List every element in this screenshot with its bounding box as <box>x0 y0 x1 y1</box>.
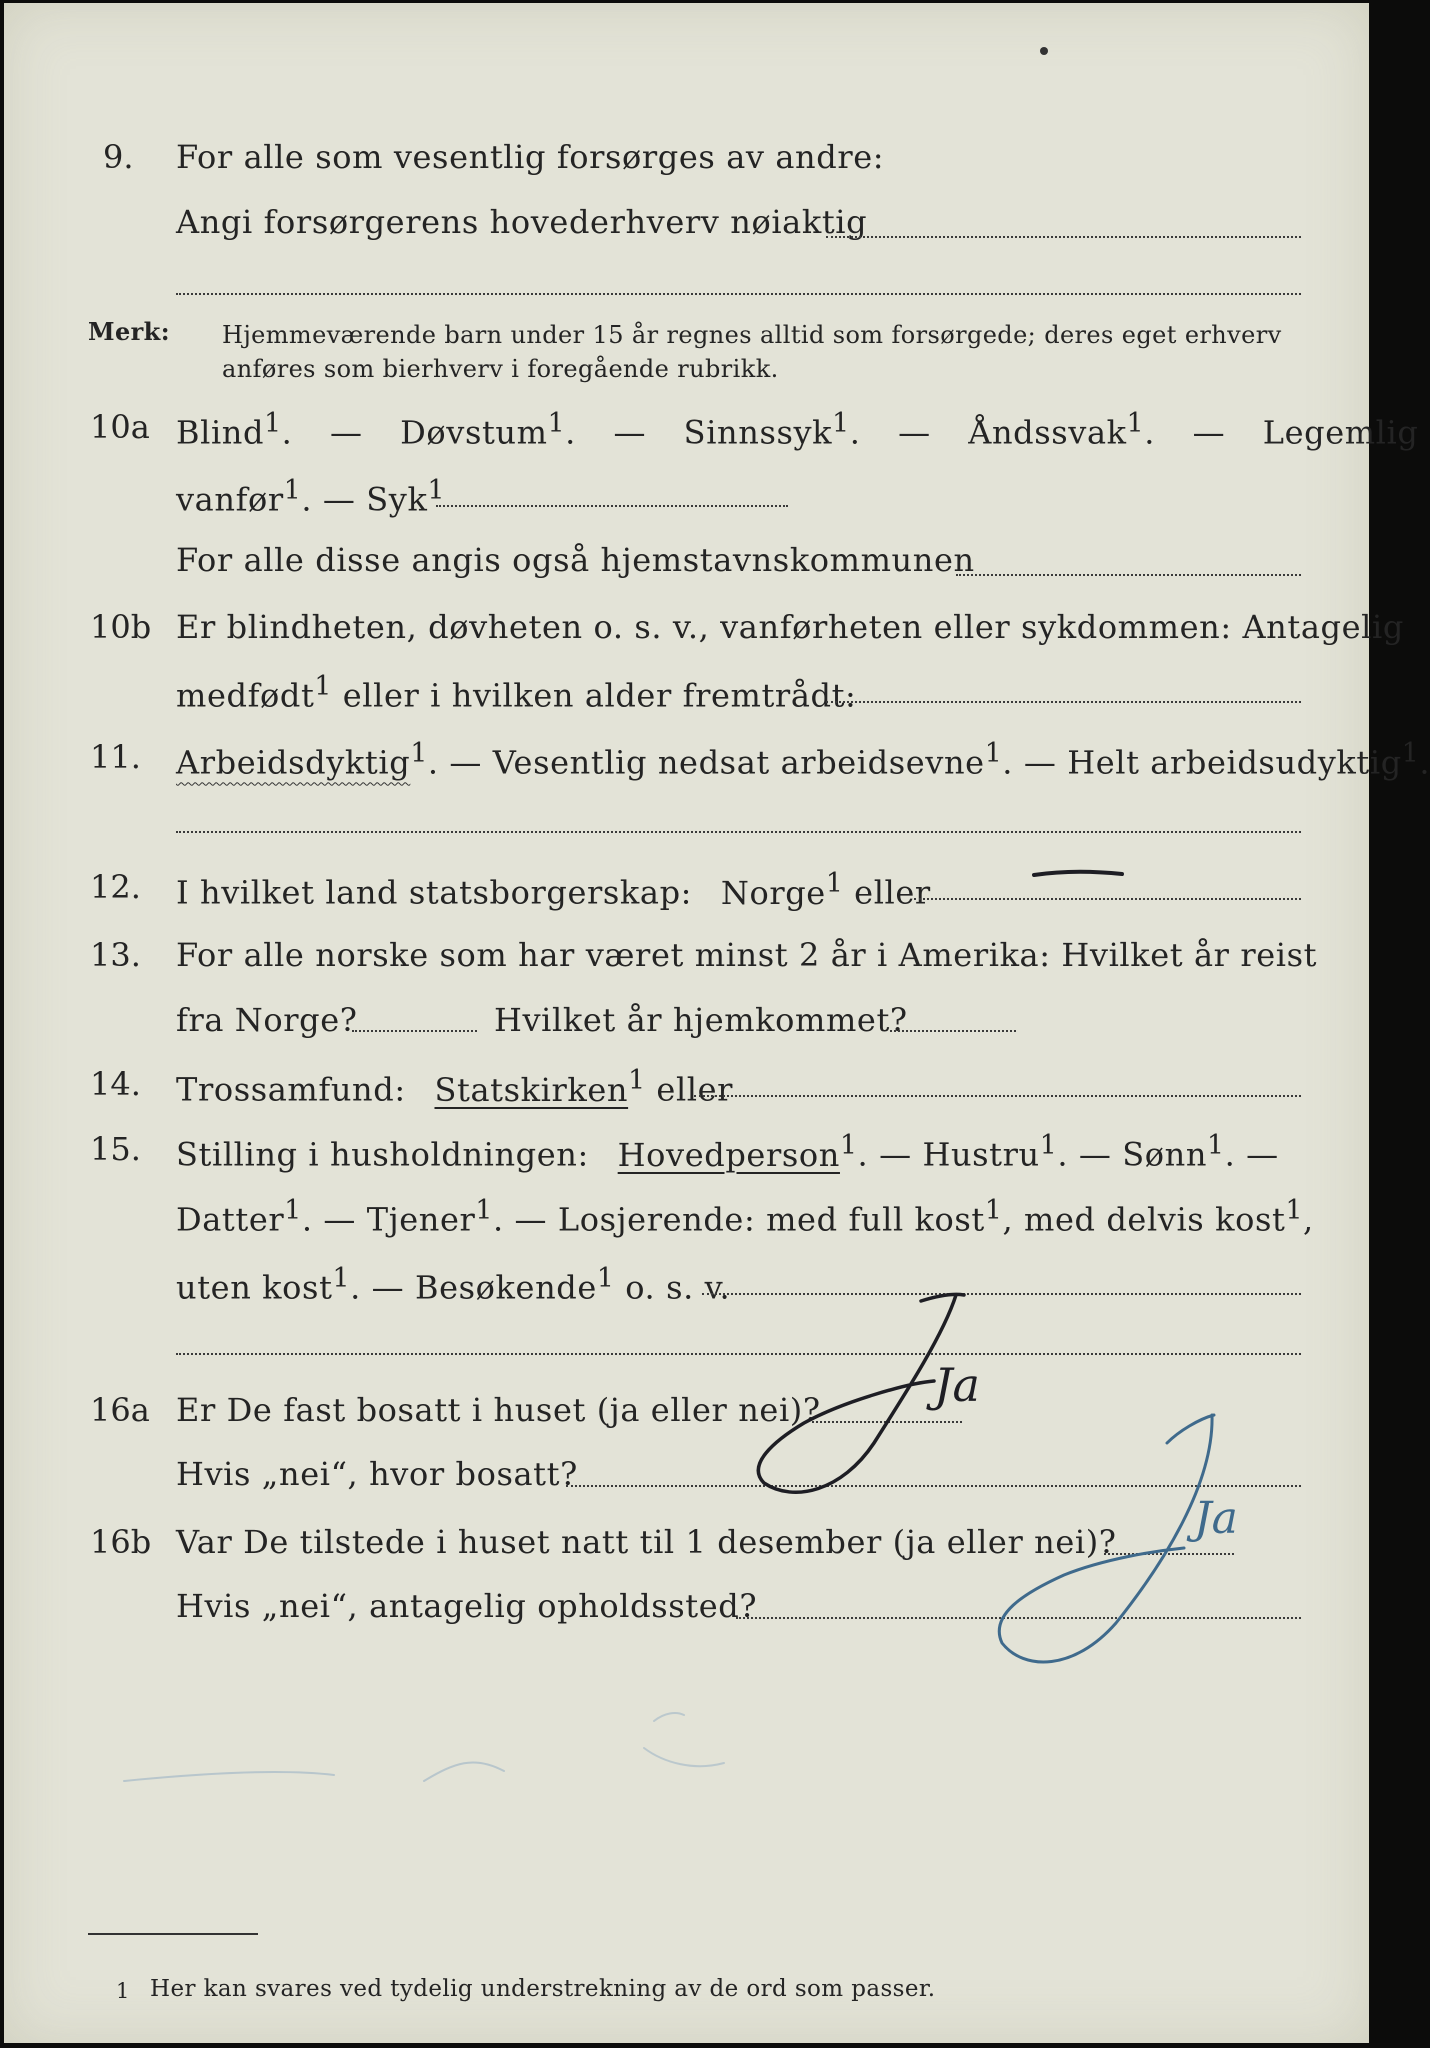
q10a-sep3: . — <box>849 413 969 452</box>
q10a-dovstum[interactable]: Døvstum <box>400 413 548 452</box>
q12-norge[interactable]: Norge <box>720 873 826 912</box>
q10b-medfodt-sup: 1 <box>314 671 332 702</box>
q10a-sinnssyk[interactable]: Sinnssyk <box>683 413 833 452</box>
q12-text: I hvilket land statsborgerskap: <box>176 873 693 912</box>
footnote-text: Her kan svares ved tydelig understrekning av de ord som passer. <box>150 1976 936 2002</box>
q16b-ja-stroke <box>999 1415 1212 1662</box>
q9-number: 9. <box>103 138 134 176</box>
q13-line2a: fra Norge? <box>176 1001 358 1039</box>
census-form-page <box>4 3 1430 2043</box>
q11-sup1: 1 <box>410 738 428 769</box>
q15-osv: o. s. v. <box>614 1268 731 1307</box>
merk-label: Merk: <box>88 317 170 346</box>
q11-sup2: 1 <box>984 738 1003 769</box>
q13-number: 13. <box>90 936 141 974</box>
q15-delvis-kost[interactable]: , med delvis kost <box>1002 1200 1286 1239</box>
q10a-legemlig[interactable]: Legemlig <box>1262 413 1419 452</box>
q10a-vanfor[interactable]: vanfør <box>176 480 284 519</box>
q15-sup4: 1 <box>284 1195 302 1226</box>
q15-hovedperson[interactable]: Hovedperson <box>617 1135 840 1174</box>
q15-label: Stilling i husholdningen: <box>176 1135 589 1174</box>
q10a-andssvak[interactable]: Åndssvak <box>968 413 1127 452</box>
q16b-line1: Var De tilstede i huset natt til 1 desember (ja eller nei)? <box>176 1523 1117 1561</box>
q12-sup: 1 <box>825 868 844 899</box>
q10a-blind-sup: 1 <box>264 408 282 439</box>
q15-sup8: 1 <box>332 1263 351 1294</box>
q10b-line1: Er blindheten, døvheten o. s. v., vanførheten eller sykdommen: Antagelig <box>176 608 1404 646</box>
q11-sup3: 1 <box>1401 738 1420 769</box>
q16a-line2: Hvis „nei“, hvor bosatt? <box>176 1455 578 1493</box>
faded-ink-mark-2 <box>644 1713 724 1766</box>
q10a-sep2: . — <box>565 413 684 452</box>
q9-line2: Angi forsørgerens hovederhverv nøiaktig <box>176 203 868 241</box>
q10a-number: 10a <box>90 408 150 446</box>
q16a-ja-stroke-2 <box>921 1294 964 1301</box>
q15-hustru[interactable]: . — Hustru <box>857 1135 1040 1174</box>
q10a-andssvak-sup: 1 <box>1126 408 1145 439</box>
q10b-number: 10b <box>90 608 152 646</box>
q15-sup9: 1 <box>596 1263 615 1294</box>
footnote-rule <box>88 1933 258 1935</box>
q14-eller: eller <box>645 1070 734 1109</box>
q12-handwritten-dash <box>1034 872 1122 875</box>
q14-sup: 1 <box>628 1065 646 1096</box>
q10a-sep1: . — <box>281 413 401 452</box>
q11-arbeidsdyktig[interactable]: Arbeidsdyktig <box>176 743 411 782</box>
q13-line1: For alle norske som har været minst 2 år i Amerika: Hvilket år reist <box>176 936 1318 974</box>
q10a-vanfor-sup: 1 <box>283 475 302 506</box>
q9-line1: For alle som vesentlig forsørges av andre: <box>176 138 885 176</box>
q15-uten-kost[interactable]: uten kost <box>176 1268 333 1307</box>
q10b-line2-rest: eller i hvilken alder fremtrådt: <box>331 676 857 715</box>
q16b-ja-stroke-2 <box>1167 1415 1214 1443</box>
q13-line2b: Hvilket år hjemkommet? <box>494 1001 908 1039</box>
faded-ink-mark <box>124 1762 504 1781</box>
q16a-line1: Er De fast bosatt i huset (ja eller nei)? <box>176 1391 821 1429</box>
q10a-sinnssyk-sup: 1 <box>832 408 850 439</box>
q15-datter[interactable]: Datter <box>176 1200 285 1239</box>
q15-l2-end: , <box>1303 1200 1314 1239</box>
q15-sup3: 1 <box>1207 1130 1225 1161</box>
footnote-mark: 1 <box>116 1979 130 2003</box>
q15-sup5: 1 <box>475 1195 493 1226</box>
q14-statskirken[interactable]: Statskirken <box>434 1070 629 1109</box>
q15-sup2: 1 <box>1039 1130 1058 1161</box>
q15-tjener[interactable]: . — Tjener <box>301 1200 476 1239</box>
q10a-dovstum-sup: 1 <box>547 408 566 439</box>
q12-number: 12. <box>90 868 141 906</box>
q12-eller: eller <box>843 873 931 912</box>
q15-full-kost[interactable]: . — Losjerende: med full kost <box>492 1200 985 1239</box>
q15-sup7: 1 <box>1285 1195 1303 1226</box>
q10a-line3: For alle disse angis også hjemstavnskommunen <box>176 541 975 579</box>
q15-sup6: 1 <box>984 1195 1003 1226</box>
q16b-line2: Hvis „nei“, antagelig opholdssted? <box>176 1587 758 1625</box>
q15-sonn[interactable]: . — Sønn <box>1057 1135 1208 1174</box>
handwriting-layer <box>4 3 1369 2043</box>
q10a-sep5: . — <box>301 480 367 519</box>
paper-speck <box>1040 47 1048 55</box>
q16a-ja-stroke <box>758 1295 956 1492</box>
q15-sup1: 1 <box>839 1130 858 1161</box>
q10a-syk[interactable]: Syk <box>366 480 428 519</box>
q14-label: Trossamfund: <box>176 1070 406 1109</box>
q10a-sep4: . — <box>1144 413 1263 452</box>
q10a-blind[interactable]: Blind <box>176 413 265 452</box>
q10a-syk-sup: 1 <box>427 475 446 506</box>
q16a-handwritten-answer: Ja <box>934 1358 980 1412</box>
q14-number: 14. <box>90 1065 141 1103</box>
q11-mid[interactable]: . — Vesentlig nedsat arbeidsevne <box>427 743 985 782</box>
merk-line2: anføres som bierhverv i foregående rubrikk. <box>222 355 779 383</box>
q16a-number: 16a <box>90 1391 150 1429</box>
q16b-number: 16b <box>90 1523 152 1561</box>
merk-line1: Hjemmeværende barn under 15 år regnes alltid som forsørgede; deres eget erhverv <box>222 321 1282 349</box>
q10b-medfodt[interactable]: medfødt <box>176 676 315 715</box>
q11-end: . <box>1419 743 1430 782</box>
q11-number: 11. <box>90 738 141 776</box>
q15-number: 15. <box>90 1130 141 1168</box>
q15-besokende[interactable]: . — Besøkende <box>350 1268 597 1307</box>
q16b-handwritten-answer: Ja <box>1194 1493 1238 1544</box>
q15-l1-end: . — <box>1224 1135 1279 1174</box>
q11-mid2[interactable]: . — Helt arbeidsudyktig <box>1002 743 1402 782</box>
